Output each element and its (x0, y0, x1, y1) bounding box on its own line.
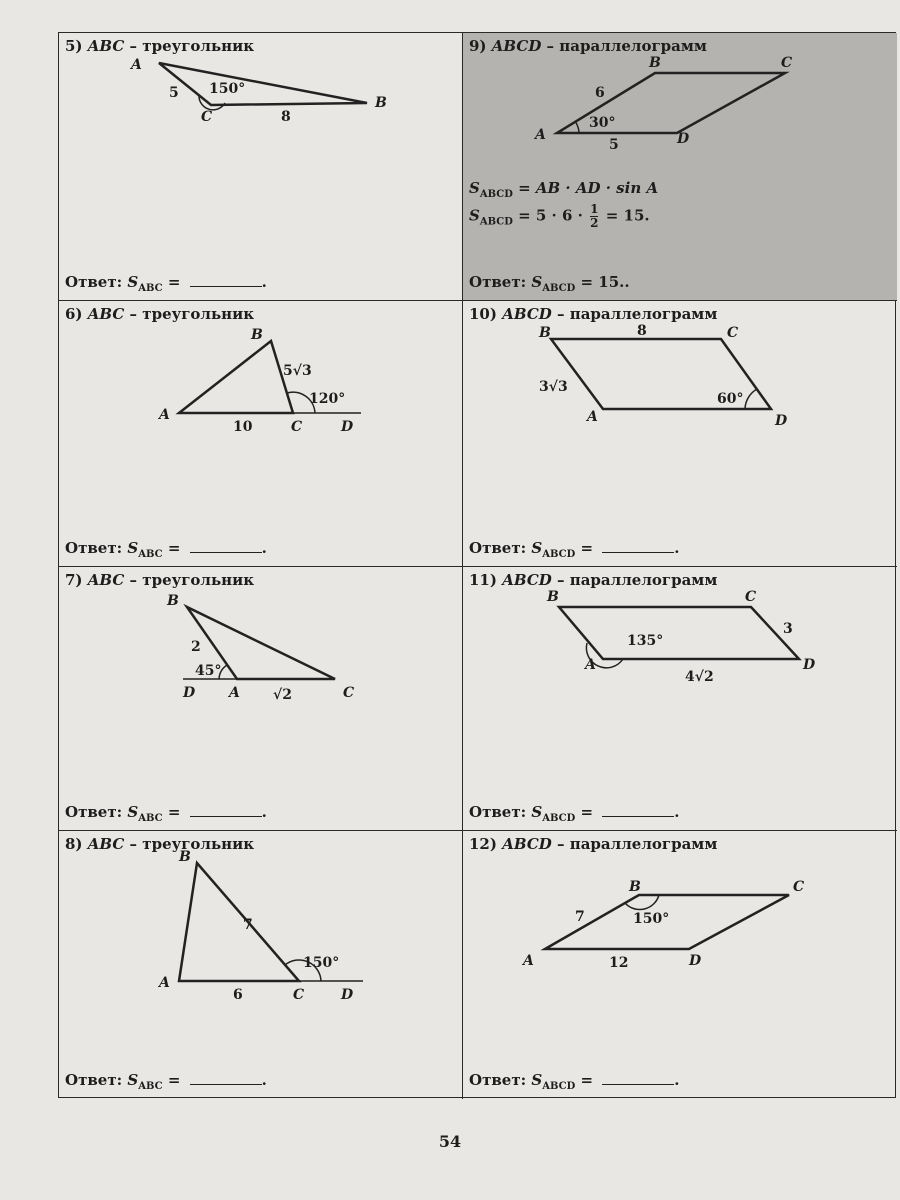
vertex-d: D (341, 419, 354, 435)
answer-line: Ответ: $S_{ABCD}$ = . (469, 1071, 680, 1092)
vertex-d: D (775, 413, 788, 429)
angle-label: 150° (209, 81, 246, 97)
side-label: 4√2 (685, 669, 714, 685)
answer-blank[interactable] (190, 804, 262, 817)
side-label: 2 (191, 639, 201, 655)
vertex-b: B (375, 95, 387, 111)
problem-title: 10) ABCD – параллелограмм (469, 305, 718, 323)
parallelogram-figure (463, 567, 897, 831)
triangle-figure (59, 831, 463, 1099)
angle-label: 150° (303, 955, 340, 971)
vertex-b: B (167, 593, 179, 609)
angle-label: 45° (195, 663, 222, 679)
vertex-d: D (341, 987, 354, 1003)
angle-label: 135° (627, 633, 664, 649)
answer-line: Ответ: $S_{ABC}$ = . (65, 539, 267, 560)
vertex-b: B (251, 327, 263, 343)
answer-line: Ответ: $S_{ABC}$ = . (65, 273, 267, 294)
vertex-c: C (793, 879, 805, 895)
vertex-a: A (523, 953, 534, 969)
problem-10 (463, 301, 897, 567)
answer-blank[interactable] (190, 1072, 262, 1085)
problem-title: 5) ABC – треугольник (65, 37, 255, 55)
answer-line: Ответ: $S_{ABCD}$ = . (469, 803, 680, 824)
side-label: 5 (609, 137, 619, 153)
solution-line-1: $S_{ABCD}$ = AB · AD · sin A (469, 179, 659, 200)
angle-label: 30° (589, 115, 616, 131)
problem-title: 8) ABC – треугольник (65, 835, 255, 853)
answer-line: Ответ: $S_{ABC}$ = . (65, 803, 267, 824)
vertex-a: A (229, 685, 240, 701)
problem-title: 11) ABCD – параллелограмм (469, 571, 718, 589)
problem-5 (59, 33, 463, 301)
answer-blank[interactable] (602, 804, 674, 817)
problem-6 (59, 301, 463, 567)
vertex-c: C (291, 419, 303, 435)
vertex-a: A (159, 975, 170, 991)
vertex-a: A (587, 409, 598, 425)
vertex-c: C (293, 987, 305, 1003)
problem-title: 9) ABCD – параллелограмм (469, 37, 707, 55)
problem-7 (59, 567, 463, 831)
vertex-b: B (179, 849, 191, 865)
triangle-figure (59, 301, 463, 567)
vertex-b: B (539, 325, 551, 341)
side-label: 3√3 (539, 379, 568, 395)
parallelogram-figure (463, 33, 897, 301)
vertex-b: B (649, 55, 661, 71)
vertex-a: A (585, 657, 596, 673)
vertex-c: C (745, 589, 757, 605)
fraction: $\frac{1}{2}$ (590, 202, 599, 230)
side-label: 7 (243, 917, 253, 933)
angle-label: 120° (309, 391, 346, 407)
answer-line: Ответ: $S_{ABCD}$ = . (469, 539, 680, 560)
problem-title: 7) ABC – треугольник (65, 571, 255, 589)
solution-line-2: $S_{ABCD} = 5 \cdot 6$ · $\frac{1}{2}$ = 15. (469, 202, 650, 230)
side-label: √2 (273, 687, 292, 703)
vertex-c: C (343, 685, 355, 701)
triangle-figure (59, 567, 463, 831)
side-label: 7 (575, 909, 585, 925)
problem-title: 6) ABC – треугольник (65, 305, 255, 323)
problem-11 (463, 567, 897, 831)
parallelogram-figure (463, 831, 897, 1099)
side-label: 3 (783, 621, 793, 637)
vertex-c: C (727, 325, 739, 341)
side-label: 6 (233, 987, 243, 1003)
answer-blank[interactable] (602, 1072, 674, 1085)
vertex-d: D (183, 685, 196, 701)
answer-line: Ответ: $S_{ABCD} = 15$.. (469, 273, 630, 294)
side-label: 8 (637, 323, 647, 339)
side-label: 10 (233, 419, 253, 435)
side-label: 5√3 (283, 363, 312, 379)
answer-line: Ответ: $S_{ABC}$ = . (65, 1071, 267, 1092)
side-label: 6 (595, 85, 605, 101)
side-label: 8 (281, 109, 291, 125)
vertex-b: B (547, 589, 559, 605)
vertex-d: D (803, 657, 816, 673)
parallelogram-figure (463, 301, 897, 567)
side-label: 5 (169, 85, 179, 101)
vertex-d: D (689, 953, 702, 969)
problem-12 (463, 831, 897, 1099)
angle-label: 60° (717, 391, 744, 407)
problem-title: 12) ABCD – параллелограмм (469, 835, 718, 853)
vertex-d: D (677, 131, 690, 147)
vertex-a: A (535, 127, 546, 143)
page-number: 54 (438, 1132, 462, 1151)
vertex-a: A (159, 407, 170, 423)
exercise-grid (58, 32, 896, 1098)
vertex-c: C (201, 109, 213, 125)
answer-blank[interactable] (602, 540, 674, 553)
vertex-c: C (781, 55, 793, 71)
triangle-figure (59, 33, 463, 301)
problem-9 (463, 33, 897, 301)
vertex-a: A (131, 57, 142, 73)
answer-value: 15.. (598, 273, 630, 291)
vertex-b: B (629, 879, 641, 895)
answer-blank[interactable] (190, 540, 262, 553)
side-label: 12 (609, 955, 629, 971)
angle-label: 150° (633, 911, 670, 927)
problem-8 (59, 831, 463, 1099)
answer-blank[interactable] (190, 274, 262, 287)
